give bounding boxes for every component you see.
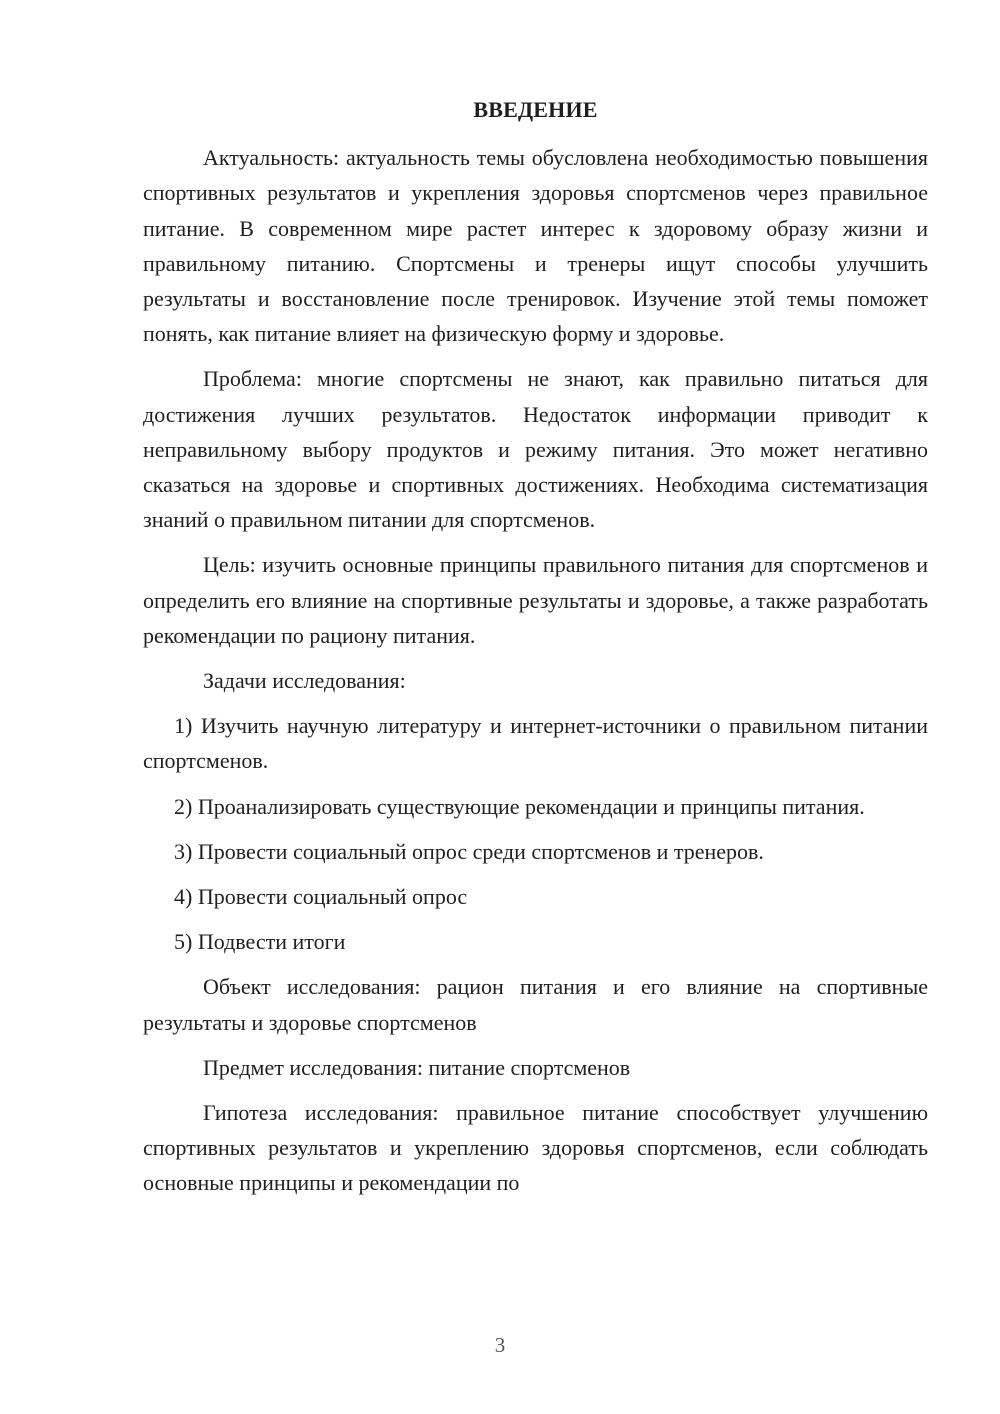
problem-paragraph: Проблема: многие спортсмены не знают, как правильно питаться для достижения лучших результатов. Недостаток информации приводит к неправильному выбору продуктов и режиму питания. Это может негативно сказаться на здоровье и спортивных достижениях. Необходима систематизация знаний о правильном питании для спортсменов. [143,366,928,533]
task-item: 3) Провести социальный опрос среди спортсменов и тренеров. [174,838,764,864]
task-item: 2) Проанализировать существующие рекомендации и принципы питания. [174,793,865,819]
tasks-list [143,708,928,959]
page-number: 3 [494,1333,506,1357]
relevance-paragraph: Актуальность: актуальность темы обусловлена необходимостью повышения спортивных результатов и укрепления здоровья спортсменов через правильное питание. В современном мире растет интерес к здоровому образу жизни и правильному питанию. Спортсмены и тренеры ищут способы улучшить результаты и восстановление после тренировок. Изучение этой темы поможет понять, как питание влияет на физическую форму и здоровье. [143,145,928,347]
subject-paragraph: Предмет исследования: питание спортсменов [203,1054,631,1080]
object-paragraph: Объект исследования: рацион питания и его влияние на спортивные результаты и здоровье спортсменов [143,974,928,1035]
goal-paragraph: Цель: изучить основные принципы правильного питания для спортсменов и определить его влияние на спортивные результаты и здоровье, а также разработать рекомендации по рациону питания. [143,552,928,648]
hypothesis-paragraph: Гипотеза исследования: правильное питание способствует улучшению спортивных результатов и укреплению здоровья спортсменов, если соблюдать основные принципы и рекомендации по [143,1100,928,1196]
tasks-heading: Задачи исследования: [203,668,406,694]
task-item: 5) Подвести итоги [174,929,346,955]
document-page [143,92,928,1211]
task-item: 1) Изучить научную литературу и интернет-источники о правильном питании спортсменов. [143,713,928,774]
task-item: 4) Провести социальный опрос [174,884,468,910]
section-title: ВВЕДЕНИЕ [473,97,598,122]
